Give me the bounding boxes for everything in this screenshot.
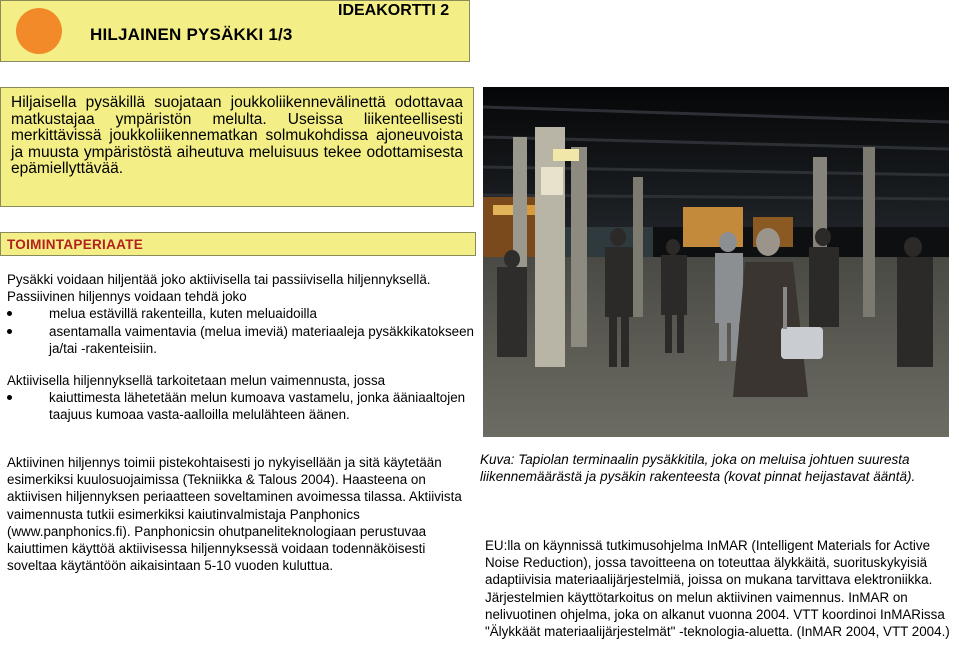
page-title: HILJAINEN PYSÄKKI 1/3 bbox=[90, 25, 293, 44]
principle-paragraph-2: Aktiivisella hiljennyksellä tarkoitetaan melun vaimennusta, jossa bbox=[7, 373, 386, 388]
active-methods-list bbox=[7, 389, 477, 423]
intro-text: Hiljaisella pysäkillä suojataan joukkoliikennevälinettä odottavaa matkustajaa ympäristön melulta. Useissa liikenteellisesti merkittävissä joukkoliikennematkan solmukohdissa ajoneuvoista ja muusta ympäristöstä aiheutuva meluisuus tekee odottamisesta epämiellyttävää. bbox=[11, 94, 463, 177]
principle-block-2 bbox=[7, 372, 477, 424]
intro-panel bbox=[0, 87, 474, 207]
bullet-icon bbox=[7, 395, 12, 400]
list-item-text: asentamalla vaimentavia (melua imeviä) materiaaleja pysäkkikatokseen ja/tai -rakenteisiin. bbox=[49, 323, 474, 356]
section-header bbox=[0, 232, 476, 256]
bullet-icon bbox=[7, 311, 12, 316]
principle-block-1 bbox=[7, 271, 477, 357]
list-item bbox=[7, 305, 477, 322]
orange-circle-icon bbox=[16, 8, 62, 54]
section-title: TOIMINTAPERIAATE bbox=[7, 237, 144, 252]
photo-caption: Kuva: Tapiolan terminaalin pysäkkitila, joka on meluisa johtuen suuresta liikennemäärästä ja pysäkin rakenteesta (kovat pinnat heijastavat ääntä). bbox=[480, 452, 916, 484]
principle-block-3 bbox=[7, 454, 477, 574]
bus-stop-photo-illustration bbox=[483, 87, 949, 437]
list-item bbox=[7, 389, 477, 423]
bullet-icon bbox=[7, 329, 12, 334]
principle-paragraph-1: Pysäkki voidaan hiljentää joko aktiivisella tai passiivisella hiljennyksellä. Passiivinen hiljennys voidaan tehdä joko bbox=[7, 272, 431, 305]
card-number: IDEAKORTTI 2 bbox=[338, 2, 450, 19]
bus-stop-photo bbox=[483, 87, 949, 437]
passive-methods-list bbox=[7, 305, 477, 357]
list-item bbox=[7, 323, 477, 357]
list-item-text: melua estävillä rakenteilla, kuten meluaidoilla bbox=[49, 306, 317, 322]
research-paragraph: EU:lla on käynnissä tutkimusohjelma InMAR (Intelligent Materials for Active Noise Reduction), jossa tavoitteena on toteuttaa älykkäitä, suorituskykyisiä adaptiivisia materiaalijärjestelmiä, joissa on mukana tarvittava elektroniikka. Järjestelmien käyttötarkoitus on melun aktiivinen vaimennus. InMAR on nelivuotinen ohjelma, joka on alkanut vuonna 2004. VTT koordinoi InMARissa "Älykkäät materiaalijärjestelmät" -teknologia-aluetta. (InMAR 2004, VTT 2004.) bbox=[485, 538, 950, 640]
principle-paragraph-3: Aktiivinen hiljennys toimii pistekohtaisesti jo nykyisellään ja sitä käytetään esimerkiksi kuulosuojaimissa (Tekniikka & Talous 2004). Haasteena on aktiivisen hiljennyksen periaatteen soveltaminen avoimessa tilassa. Aktiivista vaimennusta tutkii esimerkiksi kaiutinvalmistaja Panphonics (www.panphonics.fi). Panphonicsin ohutpaneliteknologiaan perustuvaa kaiuttimen käyttöä aktiivisessa hiljennyksessä voidaan todennäköisesti soveltaa käytäntöön aikaisintaan 5-10 vuoden kuluttua. bbox=[7, 455, 462, 574]
list-item-text: kaiuttimesta lähetetään melun kumoava vastamelu, jonka ääniaaltojen taajuus kumoaa vasta-aalloilla melulähteen äänen. bbox=[49, 390, 466, 423]
